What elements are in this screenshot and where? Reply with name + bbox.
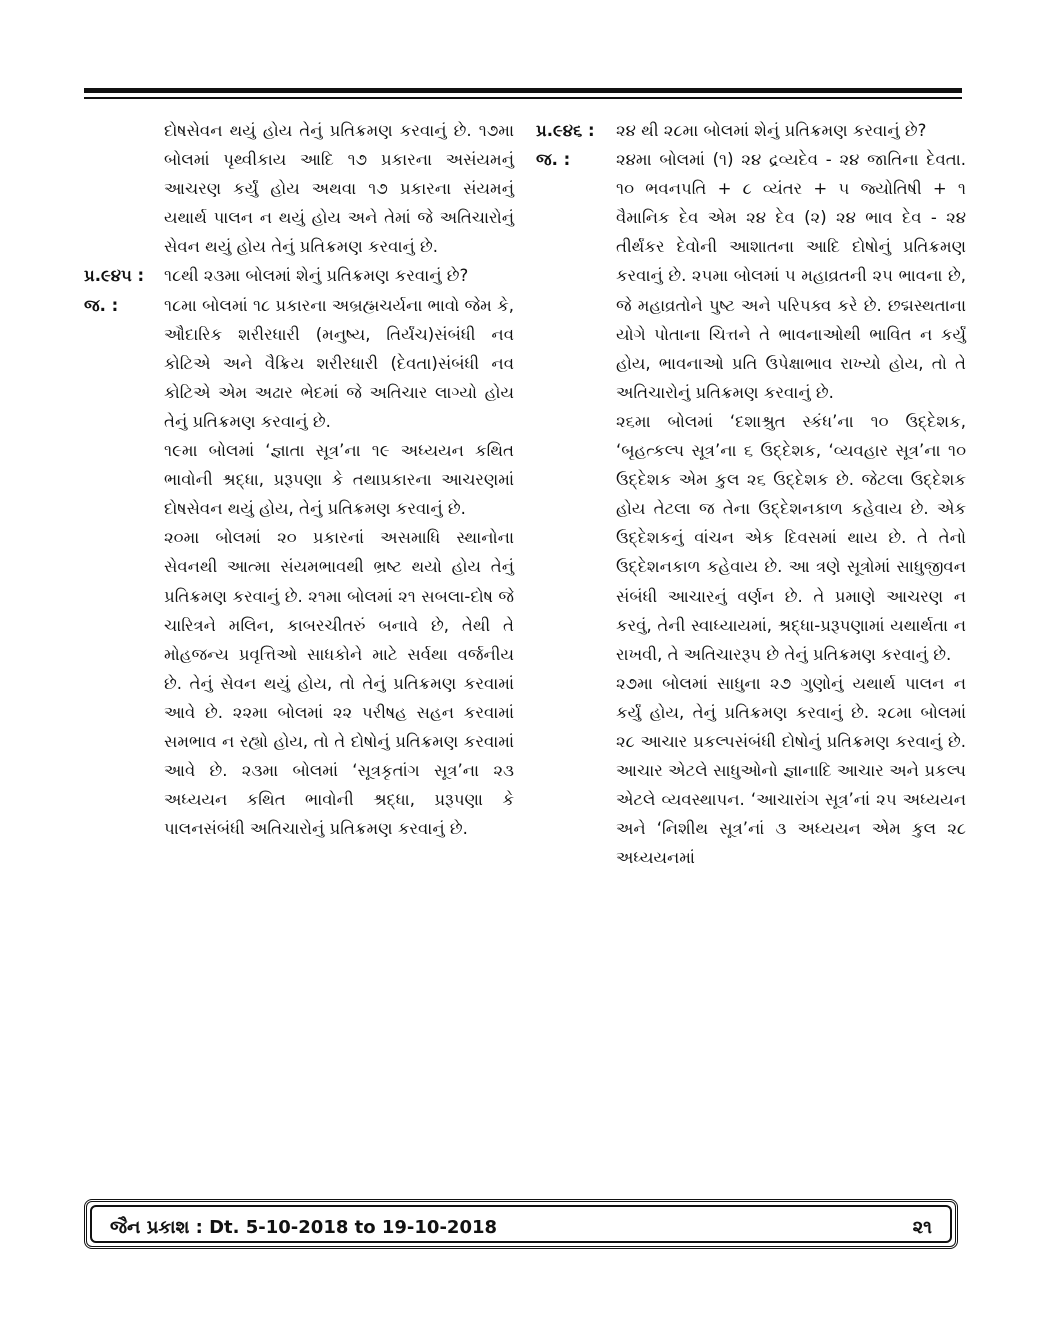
left-column — [84, 116, 514, 843]
page-number: ૨૧ — [912, 1217, 932, 1238]
question-text: ૧૮થી ૨૩મા બોલમાં શેનું પ્રતિક્રમણ કરવાનું છે? — [164, 266, 469, 286]
header-rule-thin — [84, 97, 962, 99]
answer-label: જ. : — [536, 150, 571, 170]
question-946 — [536, 116, 966, 145]
answer-paragraph: ૧૯મા બોલમાં ‘જ્ઞાતા સૂત્ર’ના ૧૯ અધ્યયન કથિત ભાવોની શ્રદ્ધા, પ્રરૂપણા કે તથાપ્રકારના આચરણમાં દોષસેવન થયું હોય, તેનું પ્રતિક્રમણ કરવાનું છે. — [164, 441, 514, 519]
question-945 — [84, 261, 514, 290]
answer-paragraph: ૨૬મા બોલમાં ‘દશાશ્રુત સ્કંધ’ના ૧૦ ઉદ્દેશક, ‘બૃહત્કલ્પ સૂત્ર’ના ૬ ઉદ્દેશક, ‘વ્યવહાર સૂત્ર’ના ૧૦ ઉદ્દેશક એમ કુલ ૨૬ ઉદ્દેશક છે. જેટલા ઉદ્દેશક હોય તેટલા જ તેના ઉદ્દેશનકાળ કહેવાય છે. એક ઉદ્દેશકનું વાંચન એક દિવસમાં થાય છે. તે તેનો ઉદ્દેશનકાળ કહેવાય છે. આ ત્રણે સૂત્રોમાં સાધુજીવન સંબંધી આચારનું વર્ણન છે. તે પ્રમાણે આચરણ ન કરવું, તેની સ્વાધ્યાયમાં, શ્રદ્ધા-પ્રરૂપણામાં યથાર્થતા ન રાખવી, તે અતિચારરૂપ છે તેનું પ્રતિક્રમણ કરવાનું છે. — [616, 411, 966, 664]
right-column — [536, 116, 966, 872]
footer-box — [84, 1199, 958, 1249]
question-label: પ્ર.૯૪૫ : — [84, 266, 145, 286]
footer-title: જૈન પ્રકાશ : Dt. 5-10-2018 to 19-10-2018 — [110, 1217, 498, 1238]
answer-paragraph: ૨૪મા બોલમાં (૧) ૨૪ દ્રવ્યદેવ - ૨૪ જાતિના દેવતા. ૧૦ ભવનપતિ + ૮ વ્યંતર + ૫ જ્યોતિષી + ૧ વૈમાનિક દેવ એમ ૨૪ દેવ (૨) ૨૪ ભાવ દેવ - ૨૪ તીર્થંકર દેવોની આશાતના આદિ દોષોનું પ્રતિક્રમણ કરવાનું છે. ૨૫મા બોલમાં ૫ મહાવ્રતની ૨૫ ભાવના છે, જે મહાવ્રતોને પુષ્ટ અને પરિપક્વ કરે છે. છદ્મસ્થતાના યોગે પોતાના ચિત્તને તે ભાવનાઓથી ભાવિત ન કર્યું હોય, ભાવનાઓ પ્રતિ ઉપેક્ષાભાવ રાખ્યો હોય, તો તે અતિચારોનું પ્રતિક્રમણ કરવાનું છે. — [616, 150, 966, 402]
answer-paragraph: ૨૦મા બોલમાં ૨૦ પ્રકારનાં અસમાધિ સ્થાનોના સેવનથી આત્મા સંયમભાવથી ભ્રષ્ટ થયો હોય તેનું પ્રતિક્રમણ કરવાનું છે. ૨૧મા બોલમાં ૨૧ સબલા-દોષ જે ચારિત્રને મલિન, કાબરચીતરું બનાવે છે, તેથી તે મોહજન્ય પ્રવૃત્તિઓ સાધકોને માટે સર્વથા વર્જનીય છે. તેનું સેવન થયું હોય, તો તેનું પ્રતિક્રમણ કરવામાં આવે છે. ૨૨મા બોલમાં ૨૨ પરીષહ સહન કરવામાં સમભાવ ન રહ્યો હોય, તો તે દોષોનું પ્રતિક્રમણ કરવામાં આવે છે. ૨૩મા બોલમાં ‘સૂત્રકૃતાંગ સૂત્ર’ના ૨૩ અધ્યયન કથિત ભાવોની શ્રદ્ધા, પ્રરૂપણા કે પાલનસંબંધી અતિચારોનું પ્રતિક્રમણ કરવાનું છે. — [164, 528, 514, 839]
continuation-text: દોષસેવન થયું હોય તેનું પ્રતિક્રમણ કરવાનું છે. ૧૭મા બોલમાં પૃથ્વીકાય આદિ ૧૭ પ્રકારના અસંયમનું આચરણ કર્યું હોય અથવા ૧૭ પ્રકારના સંયમનું યથાર્થ પાલન ન થયું હોય અને તેમાં જે અતિચારોનું સેવન થયું હોય તેનું પ્રતિક્રમણ કરવાનું છે. — [164, 121, 514, 257]
answer-paragraph: ૧૮મા બોલમાં ૧૮ પ્રકારના અબ્રહ્મચર્યના ભાવો જેમ કે, ઔદારિક શરીરધારી (મનુષ્ય, તિર્યંચ)સંબંધી નવ કોટિએ અને વૈક્રિય શરીરધારી (દેવતા)સંબંધી નવ કોટિએ એમ અઢાર ભેદમાં જે અતિચાર લાગ્યો હોય તેનું પ્રતિક્રમણ કરવાનું છે. — [164, 295, 514, 431]
header-rule-thick — [84, 88, 962, 93]
question-text: ૨૪ થી ૨૮મા બોલમાં શેનું પ્રતિક્રમણ કરવાનું છે? — [616, 121, 927, 140]
question-label: પ્ર.૯૪૬ : — [536, 121, 595, 140]
answer-label: જ. : — [84, 295, 119, 315]
answer-paragraph: ૨૭મા બોલમાં સાધુના ૨૭ ગુણોનું યથાર્થ પાલન ન કર્યું હોય, તેનું પ્રતિક્રમણ કરવાનું છે. ૨૮મા બોલમાં ૨૮ આચાર પ્રકલ્પસંબંધી દોષોનું પ્રતિક્રમણ કરવાનું છે. આચાર એટલે સાધુઓનો જ્ઞાનાદિ આચાર અને પ્રકલ્પ એટલે વ્યવસ્થાપન. ‘આચારાંગ સૂત્ર’નાં ૨૫ અધ્યયન અને ‘નિશીથ સૂત્ર’નાં ૩ અધ્યયન એમ કુલ ૨૮ અધ્યયનમાં — [616, 673, 966, 868]
answer-946 — [536, 145, 966, 872]
answer-945 — [84, 291, 514, 844]
continuation-block — [84, 116, 514, 261]
